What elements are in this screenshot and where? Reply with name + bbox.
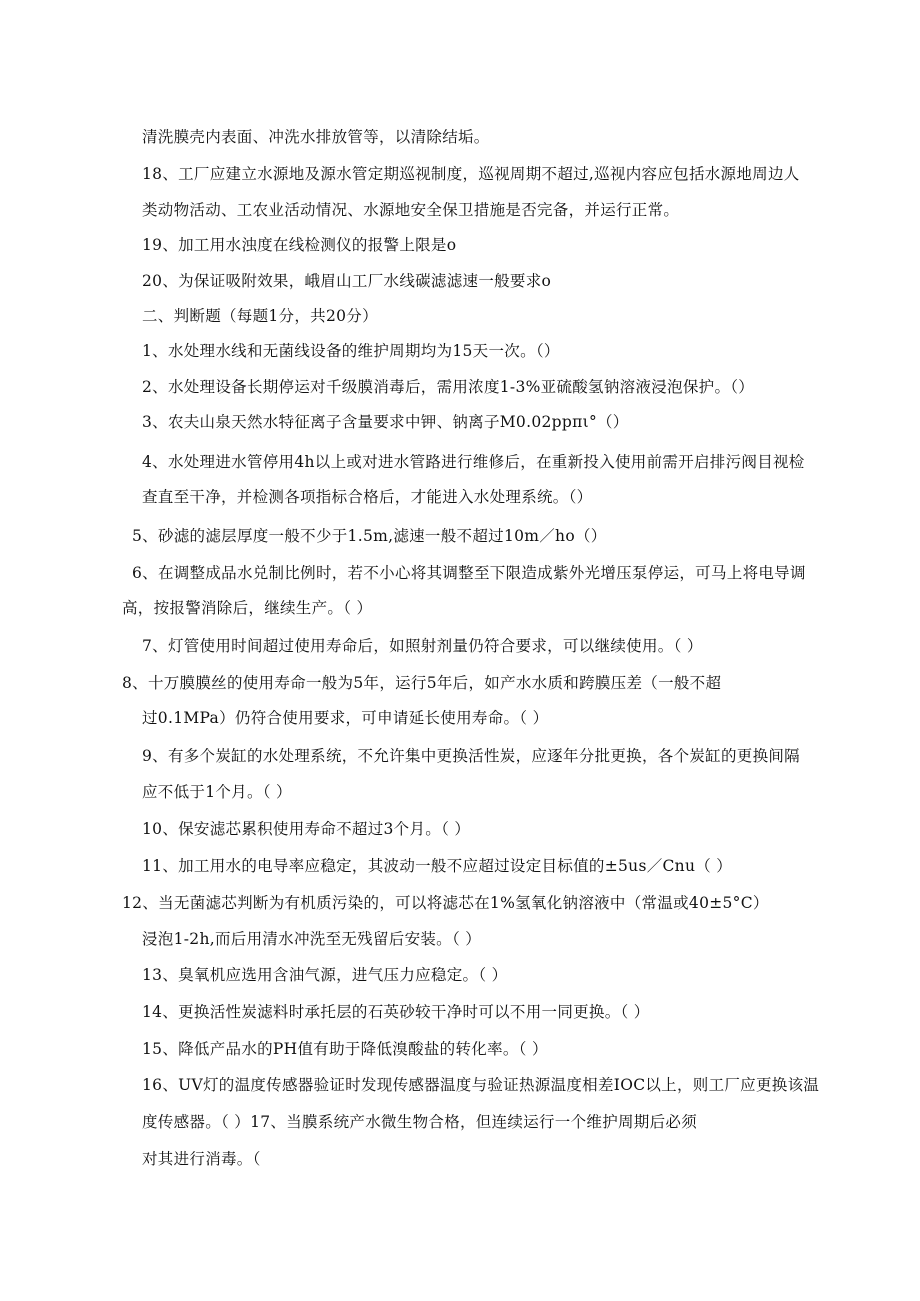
question-item: 3、农夫山泉天然水特征离子含量要求中钾、钠离子M0.02ppπι°（） [142, 413, 629, 431]
text-line: 19、加工用水浊度在线检测仪的报警上限是o [142, 236, 457, 254]
text-line: 18、工厂应建立水源地及源水管定期巡视制度，巡视周期不超过,巡视内容应包括水源地周边人 [142, 165, 800, 183]
question-item-continued: 浸泡1-2h,而后用清水冲洗至无残留后安装。（ ） [142, 930, 482, 948]
question-item-continued: 过0.1MPa）仍符合使用要求，可申请延长使用寿命。（ ） [142, 709, 549, 727]
question-item-continued: 查直至干净，并检测各项指标合格后，才能进入水处理系统。（） [142, 488, 593, 506]
text-line: 类动物活动、工农业活动情况、水源地安全保卫措施是否完备，并运行正常。 [142, 201, 680, 219]
question-item: 9、有多个炭缸的水处理系统，不允许集中更换活性炭，应逐年分批更换，各个炭缸的更换间隔 [142, 747, 800, 765]
question-item: 10、保安滤芯累积使用寿命不超过3个月。（ ） [142, 820, 471, 838]
question-item: 14、更换活性炭滤料时承托层的石英砂较干净时可以不用一同更换。（ ） [142, 1003, 650, 1021]
question-item-continued: 度传感器。（ ）17、当膜系统产水微生物合格，但连续运行一个维护周期后必须 [142, 1113, 698, 1131]
question-item: 12、当无菌滤芯判断为有机质污染的，可以将滤芯在1%氢氧化钠溶液中（常温或40±5°C） [122, 894, 769, 912]
section-heading: 二、判断题（每题1分，共20分） [142, 307, 378, 325]
question-item: 11、加工用水的电导率应稳定，其波动一般不应超过设定目标值的±5us／Cnu（ ） [142, 857, 733, 875]
question-item: 16、UV灯的温度传感器验证时发现传感器温度与验证热源温度相差IOC以上，则工厂应更换该温 [142, 1076, 820, 1094]
question-item: 8、十万膜膜丝的使用寿命一般为5年，运行5年后，如产水水质和跨膜压差（一般不超 [122, 674, 722, 692]
question-item: 1、水处理水线和无菌线设备的维护周期均为15天一次。（） [142, 342, 560, 360]
question-item: 2、水处理设备长期停运对千级膜消毒后，需用浓度1-3%亚硫酸氢钠溶液浸泡保护。（） [142, 378, 755, 396]
question-item-continued: 应不低于1个月。（ ） [142, 783, 292, 801]
text-line: 20、为保证吸附效果，峨眉山工厂水线碳滤滤速一般要求o [142, 272, 552, 290]
text-line: 清洗膜壳内表面、冲洗水排放管等，以清除结垢。 [142, 128, 490, 146]
question-item: 15、降低产品水的PH值有助于降低溴酸盐的转化率。（ ） [142, 1040, 548, 1058]
question-item-continued: 对其进行消毒。（ [142, 1150, 261, 1168]
question-item: 7、灯管使用时间超过使用寿命后，如照射剂量仍符合要求，可以继续使用。（ ） [142, 637, 703, 655]
question-item: 6、在调整成品水兑制比例时，若不小心将其调整至下限造成紫外光增压泵停运，可马上将电导调 [132, 564, 806, 582]
question-item: 4、水处理进水管停用4h以上或对进水管路进行维修后，在重新投入使用前需开启排污阀目视检 [142, 453, 805, 471]
question-item: 5、砂滤的滤层厚度一般不少于1.5m,滤速一般不超过10m／ho（） [132, 527, 607, 545]
question-item: 13、臭氧机应选用含油气源，进气压力应稳定。（ ） [142, 966, 508, 984]
question-item-continued: 高，按报警消除后，继续生产。（ ） [122, 599, 373, 617]
